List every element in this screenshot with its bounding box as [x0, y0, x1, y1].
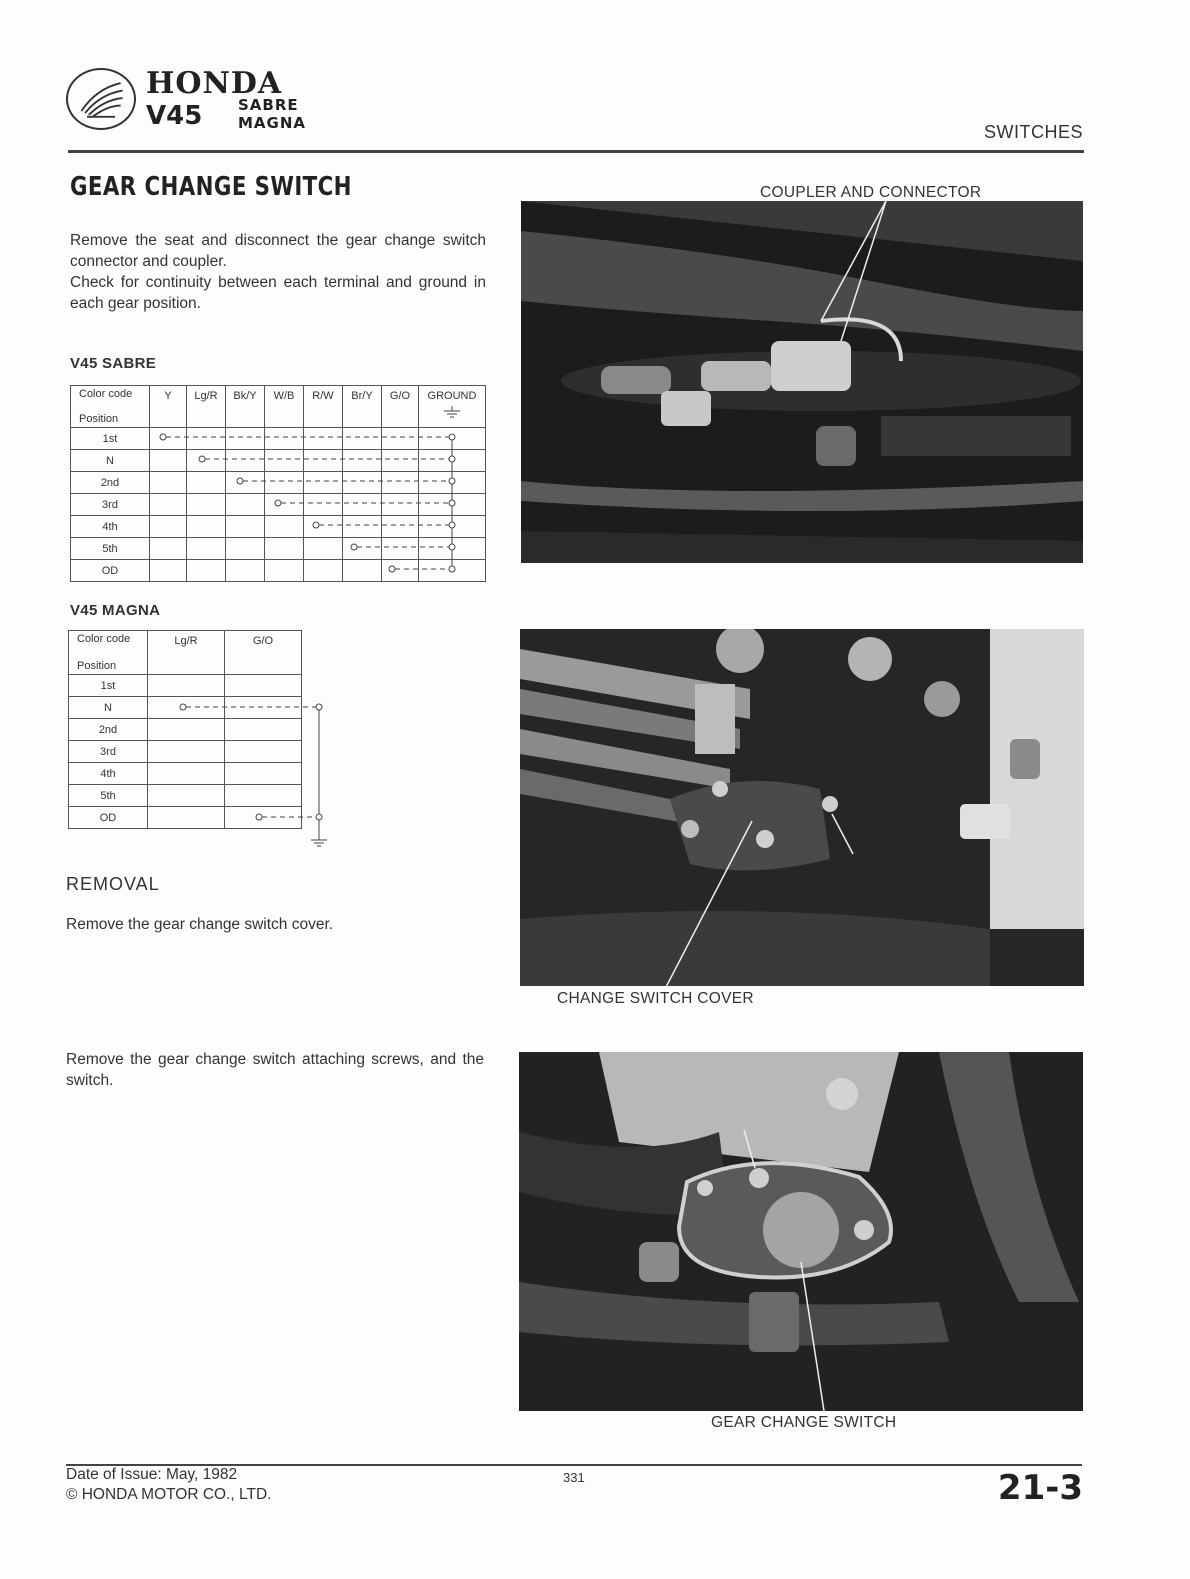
row-position: 5th — [69, 785, 148, 807]
removal-heading: REMOVAL — [66, 874, 160, 894]
column-header: R/W — [304, 386, 343, 428]
row-position: OD — [69, 807, 148, 829]
variant-sabre: SABRE — [238, 96, 299, 114]
page-number: 331 — [563, 1470, 585, 1485]
column-header: Y — [150, 386, 187, 428]
corner-color-code: Color code — [79, 388, 133, 400]
photo-coupler-connector — [521, 201, 1083, 563]
header-rule — [68, 150, 1084, 153]
column-header: Br/Y — [343, 386, 382, 428]
section-title: SWITCHES — [983, 122, 1083, 142]
column-header: Bk/Y — [226, 386, 265, 428]
column-header: G/O — [225, 631, 302, 675]
row-position: 2nd — [71, 472, 150, 494]
intro-paragraph-1: Remove the seat and disconnect the gear change switch connector and coupler. — [70, 232, 486, 270]
photo-gear-change-switch — [519, 1052, 1083, 1411]
honda-wing-logo — [66, 68, 136, 130]
row-position: 5th — [71, 538, 150, 560]
brand-name: HONDA — [146, 66, 283, 101]
variant-magna: MAGNA — [238, 114, 307, 132]
caption-change-switch-cover: CHANGE SWITCH COVER — [557, 990, 754, 1007]
row-position: 3rd — [69, 741, 148, 763]
column-header: W/B — [265, 386, 304, 428]
magna-table-heading: V45 MAGNA — [70, 602, 161, 619]
row-position: N — [71, 450, 150, 472]
model-name: V45 — [146, 101, 203, 131]
photo-change-switch-cover — [520, 629, 1084, 986]
page-title: GEAR CHANGE SWITCH — [70, 172, 352, 202]
row-position: 3rd — [71, 494, 150, 516]
row-position: 2nd — [69, 719, 148, 741]
section-page-number: 21-3 — [997, 1468, 1083, 1508]
intro-paragraph-2: Check for continuity between each terminal and ground in each gear position. — [70, 274, 486, 312]
sabre-continuity-lines — [70, 385, 490, 585]
row-position: 4th — [71, 516, 150, 538]
removal-step-1: Remove the gear change switch cover. — [66, 916, 334, 933]
issue-date: Date of Issue: May, 1982 — [66, 1466, 238, 1483]
row-position: 1st — [71, 428, 150, 450]
row-position: 4th — [69, 763, 148, 785]
column-header: Lg/R — [187, 386, 226, 428]
column-header: Lg/R — [148, 631, 225, 675]
copyright: © HONDA MOTOR CO., LTD. — [66, 1486, 272, 1503]
sabre-table-heading: V45 SABRE — [70, 355, 157, 372]
corner-position: Position — [77, 660, 117, 672]
corner-color-code: Color code — [77, 633, 131, 645]
corner-position: Position — [79, 413, 119, 425]
wing-icon — [68, 70, 134, 128]
row-position: 1st — [69, 675, 148, 697]
row-position: OD — [71, 560, 150, 582]
caption-coupler-connector: COUPLER AND CONNECTOR — [760, 184, 982, 201]
caption-gear-change-switch: GEAR CHANGE SWITCH — [711, 1414, 897, 1431]
row-position: N — [69, 697, 148, 719]
removal-step-2: Remove the gear change switch attaching screws, and the switch. — [66, 1051, 484, 1089]
magna-continuity-lines — [68, 630, 348, 860]
ground-label: GROUND — [427, 390, 477, 402]
column-header: G/O — [382, 386, 419, 428]
